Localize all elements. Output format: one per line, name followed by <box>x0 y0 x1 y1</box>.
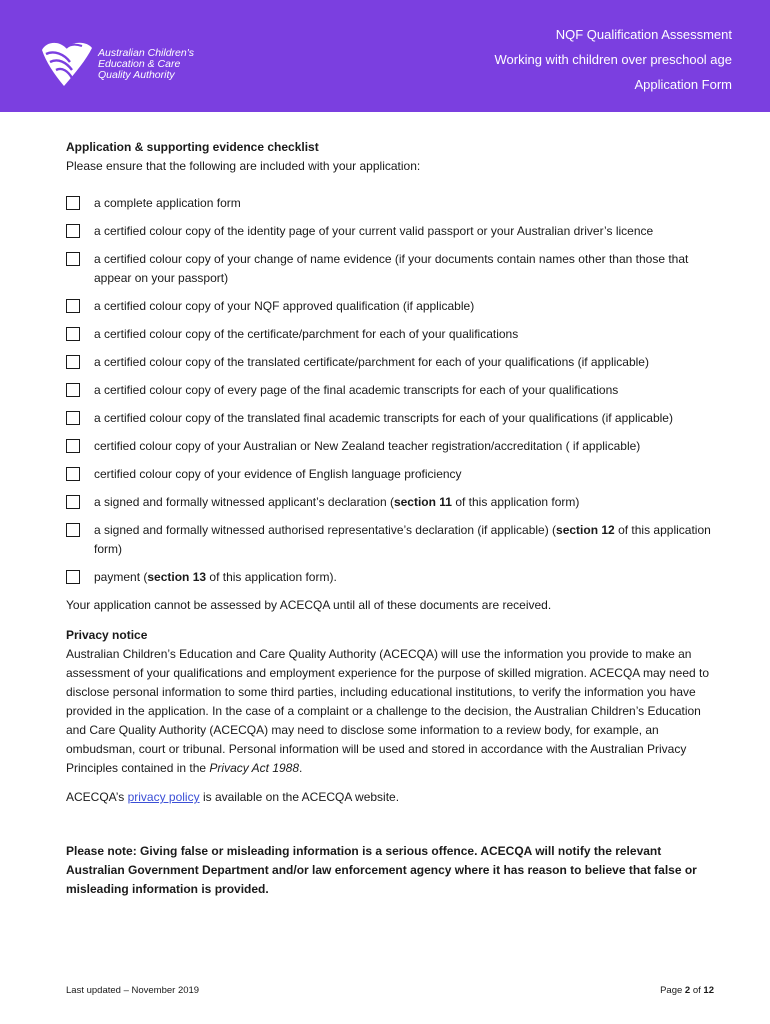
checklist-item <box>66 568 716 587</box>
checkbox[interactable] <box>66 523 80 537</box>
logo-wordmark <box>98 48 194 81</box>
checklist-item <box>66 521 716 559</box>
checklist-item-label <box>94 521 716 559</box>
checklist-item <box>66 409 716 428</box>
privacy-body <box>66 645 716 778</box>
privacy-policy-line <box>66 788 716 807</box>
checkbox[interactable] <box>66 196 80 210</box>
checkbox[interactable] <box>66 439 80 453</box>
page-word: Page <box>660 985 685 996</box>
item-text: a certified colour copy of the translated final academic transcripts for each of your qualifications (if applicable) <box>94 411 673 425</box>
checkbox[interactable] <box>66 495 80 509</box>
item-text: a certified colour copy of your change of name evidence (if your documents contain names other than those that appear on your passport) <box>94 252 689 285</box>
checkbox[interactable] <box>66 411 80 425</box>
checklist-item <box>66 353 716 372</box>
checklist-item <box>66 297 716 316</box>
page-current: 2 <box>684 985 691 996</box>
checklist-item-label <box>94 437 716 456</box>
item-text: certified colour copy of your Australian or New Zealand teacher registration/accreditation ( if applicable) <box>94 439 641 453</box>
checklist-item <box>66 493 716 512</box>
checkbox[interactable] <box>66 467 80 481</box>
item-text: a certified colour copy of the certificate/parchment for each of your qualifications <box>94 327 519 341</box>
checklist-note: Your application cannot be assessed by ACECQA until all of these documents are received. <box>66 598 552 612</box>
item-text: a complete application form <box>94 196 241 210</box>
warning-note: Please note: Giving false or misleading information is a serious offence. ACECQA will notify the relevant Australian Government Department and/or law enforcement agency where it has reason to believe that false or misleading information is provided. <box>66 844 697 896</box>
policy-post: is available on the ACECQA website. <box>199 790 400 804</box>
acecqa-logo <box>36 36 196 92</box>
checklist <box>66 194 716 587</box>
document-title-block <box>495 22 733 97</box>
checklist-item <box>66 437 716 456</box>
item-section-ref: section 12 <box>556 523 615 537</box>
checklist-item-label <box>94 325 716 344</box>
checklist-item <box>66 381 716 400</box>
privacy-act: Privacy Act 1988 <box>209 761 300 775</box>
logo-line: Australian Children's <box>98 47 194 59</box>
checklist-item <box>66 222 716 241</box>
checklist-item-label <box>94 222 716 241</box>
checklist-item-label <box>94 465 716 484</box>
item-text: a signed and formally witnessed authorised representative’s declaration (if applicable) ( <box>94 523 557 537</box>
checklist-item <box>66 250 716 288</box>
checklist-item-label <box>94 353 716 372</box>
checkbox[interactable] <box>66 355 80 369</box>
last-updated: Last updated – November 2019 <box>66 985 200 996</box>
checklist-item-label <box>94 250 716 288</box>
checkbox[interactable] <box>66 383 80 397</box>
checklist-item-label <box>94 568 716 587</box>
checklist-item-label <box>94 493 716 512</box>
page-content <box>66 138 716 899</box>
checklist-heading: Application & supporting evidence checklist <box>66 140 319 154</box>
privacy-policy-link[interactable]: privacy policy <box>127 790 200 804</box>
page-number <box>660 985 714 996</box>
checklist-intro: Please ensure that the following are included with your application: <box>66 159 421 173</box>
item-section-ref: section 13 <box>147 570 207 584</box>
checklist-item <box>66 194 716 213</box>
checkbox[interactable] <box>66 224 80 238</box>
checklist-item-label <box>94 381 716 400</box>
item-text: a certified colour copy of every page of the final academic transcripts for each of your qualifications <box>94 383 619 397</box>
item-text-end: of this application form) <box>451 495 580 509</box>
doc-subtitle: Working with children over preschool age <box>494 52 732 67</box>
item-text-end: of this application form) <box>94 523 711 556</box>
checklist-item-label <box>94 194 716 213</box>
checkbox[interactable] <box>66 327 80 341</box>
logo-line: Education & Care <box>98 58 181 70</box>
item-text: a signed and formally witnessed applicant’s declaration ( <box>94 495 394 509</box>
heart-logo-icon <box>36 36 96 90</box>
policy-pre: ACECQA’s <box>66 790 128 804</box>
checklist-item <box>66 325 716 344</box>
item-text: a certified colour copy of the translated certificate/parchment for each of your qualifications (if applicable) <box>94 355 649 369</box>
item-text: certified colour copy of your evidence of English language proficiency <box>94 467 462 481</box>
item-text: a certified colour copy of the identity page of your current valid passport or your Australian driver’s licence <box>94 224 654 238</box>
doc-form-label: Application Form <box>634 77 732 92</box>
privacy-text: Australian Children’s Education and Care Quality Authority (ACECQA) will use the information you provide to make an assessment of your qualifications and employment experience for the purpose of skilled migration. ACECQA may need to disclose personal information to some third parties, including educational institutions, to verify the information you have provided in the application. In the case of a complaint or a challenge to the decision, the Australian Children’s Education and Care Quality Authority (ACECQA) may need to disclose some information to a review body, for example, an ombudsman, court or tribunal. Personal information will be used and stored in accordance with the Australian Privacy Principles contained in the <box>66 647 710 775</box>
privacy-text-end: . <box>299 761 303 775</box>
item-text: a certified colour copy of your NQF approved qualification (if applicable) <box>94 299 475 313</box>
checklist-item-label <box>94 409 716 428</box>
privacy-heading: Privacy notice <box>66 628 148 642</box>
checklist-item <box>66 465 716 484</box>
checklist-item-label <box>94 297 716 316</box>
checkbox[interactable] <box>66 252 80 266</box>
doc-title: NQF Qualification Assessment <box>555 27 732 42</box>
checkbox[interactable] <box>66 570 80 584</box>
logo-line: Quality Authority <box>98 69 175 81</box>
page-of: of <box>690 985 704 996</box>
item-section-ref: section 11 <box>393 495 452 509</box>
item-text: payment ( <box>94 570 148 584</box>
page-total: 12 <box>703 985 714 996</box>
item-text-end: of this application form). <box>206 570 337 584</box>
page-header <box>0 0 770 112</box>
checkbox[interactable] <box>66 299 80 313</box>
